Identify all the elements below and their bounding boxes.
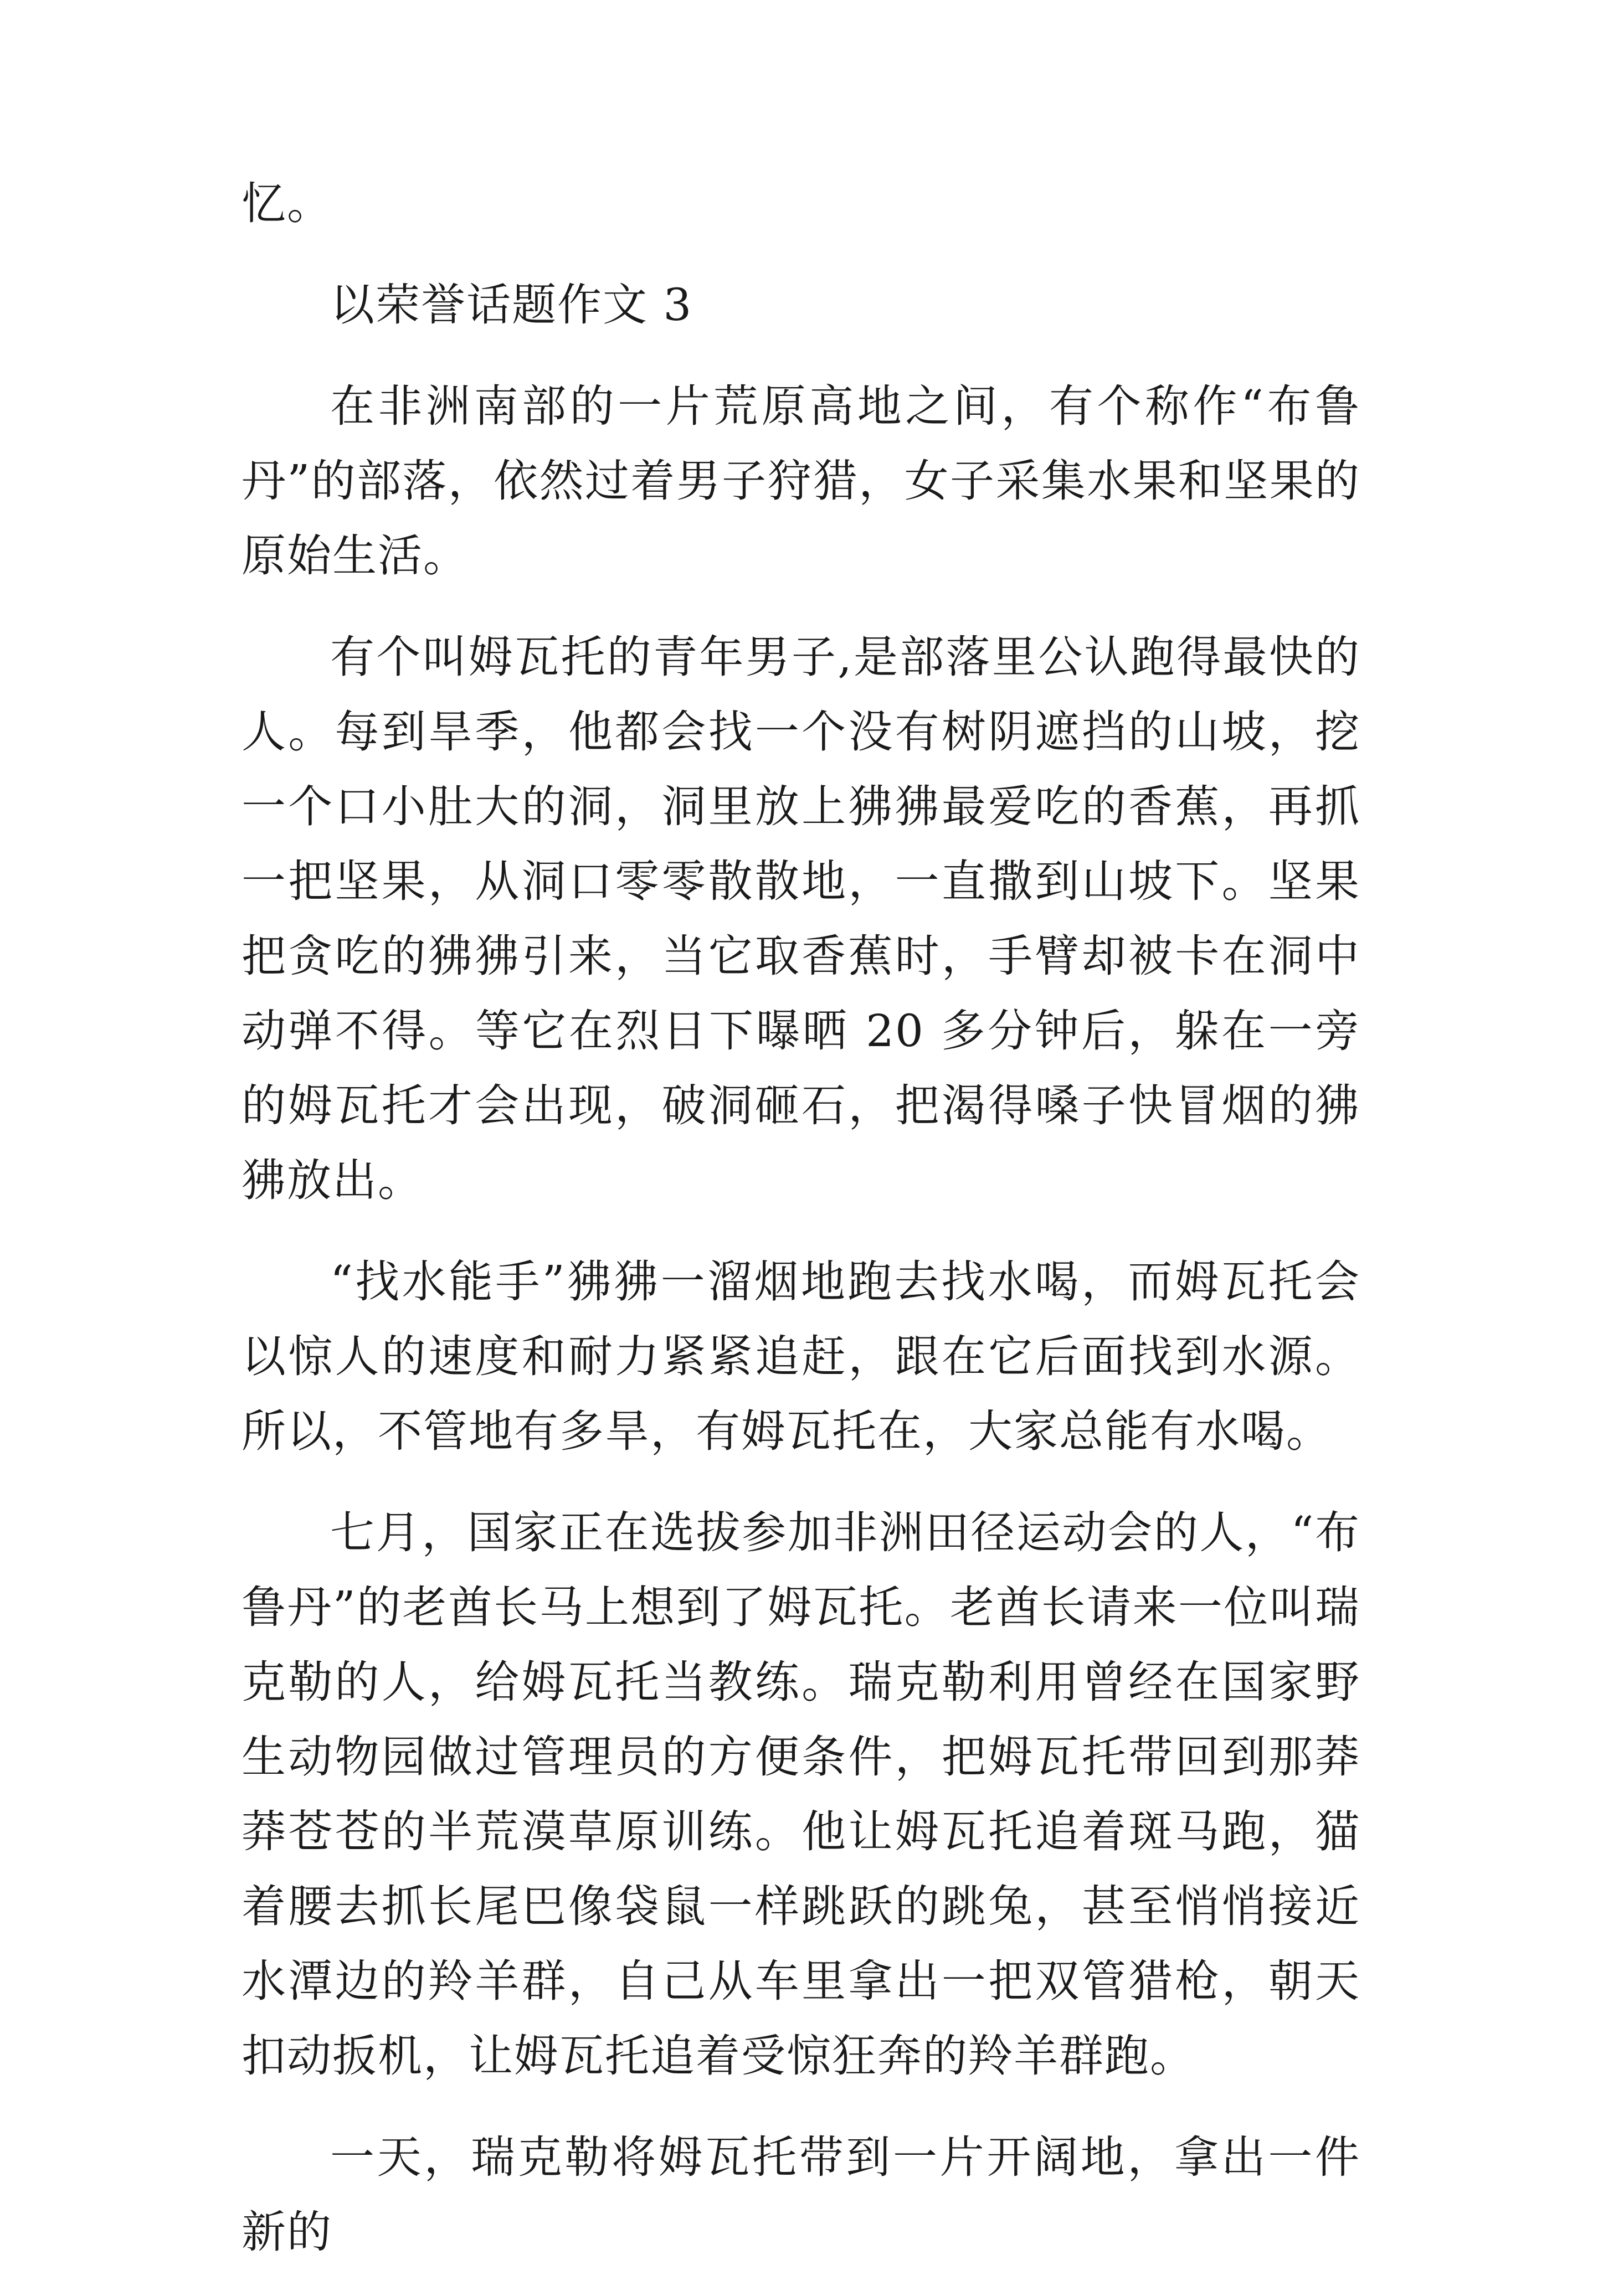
continuation-paragraph: 忆。 xyxy=(242,178,332,229)
document-body xyxy=(242,166,1360,2296)
paragraph-2: 有个叫姆瓦托的青年男子,是部落里公认跑得最快的人。每到旱季，他都会找一个没有树阴遮挡的山坡，挖一个口小肚大的洞，洞里放上狒狒最爱吃的香蕉，再抓一把坚果，从洞口零零散散地，一直撒到山坡下。坚果把贪吃的狒狒引来，当它取香蕉时，手臂却被卡在洞中动弹不得。等它在烈日下曝晒 20 多分钟后，躲在一旁的姆瓦托才会出现，破洞砸石，把渴得嗓子快冒烟的狒狒放出。 xyxy=(242,631,1360,1206)
paragraph-4: 七月，国家正在选拔参加非洲田径运动会的人，“布鲁丹”的老酋长马上想到了姆瓦托。老酋长请来一位叫瑞克勒的人，给姆瓦托当教练。瑞克勒利用曾经在国家野生动物园做过管理员的方便条件，把姆瓦托带回到那莽莽苍苍的半荒漠草原训练。他让姆瓦托追着斑马跑，猫着腰去抓长尾巴像袋鼠一样跳跃的跳兔，甚至悄悄接近水潭边的羚羊群，自己从车里拿出一把双管猎枪，朝天扣动扳机，让姆瓦托追着受惊狂奔的羚羊群跑。 xyxy=(242,1507,1360,2082)
paragraph-3: “找水能手”狒狒一溜烟地跑去找水喝，而姆瓦托会以惊人的速度和耐力紧紧追赶，跟在它后面找到水源。所以，不管地有多旱，有姆瓦托在，大家总能有水喝。 xyxy=(242,1256,1360,1457)
paragraph-5: 一天，瑞克勒将姆瓦托带到一片开阔地，拿出一件新的 xyxy=(242,2132,1360,2258)
paragraph-1: 在非洲南部的一片荒原高地之间，有个称作“布鲁丹”的部落，依然过着男子狩猎，女子采集水果和坚果的原始生活。 xyxy=(242,380,1360,581)
section-heading: 以荣誉话题作文 3 xyxy=(330,279,693,331)
